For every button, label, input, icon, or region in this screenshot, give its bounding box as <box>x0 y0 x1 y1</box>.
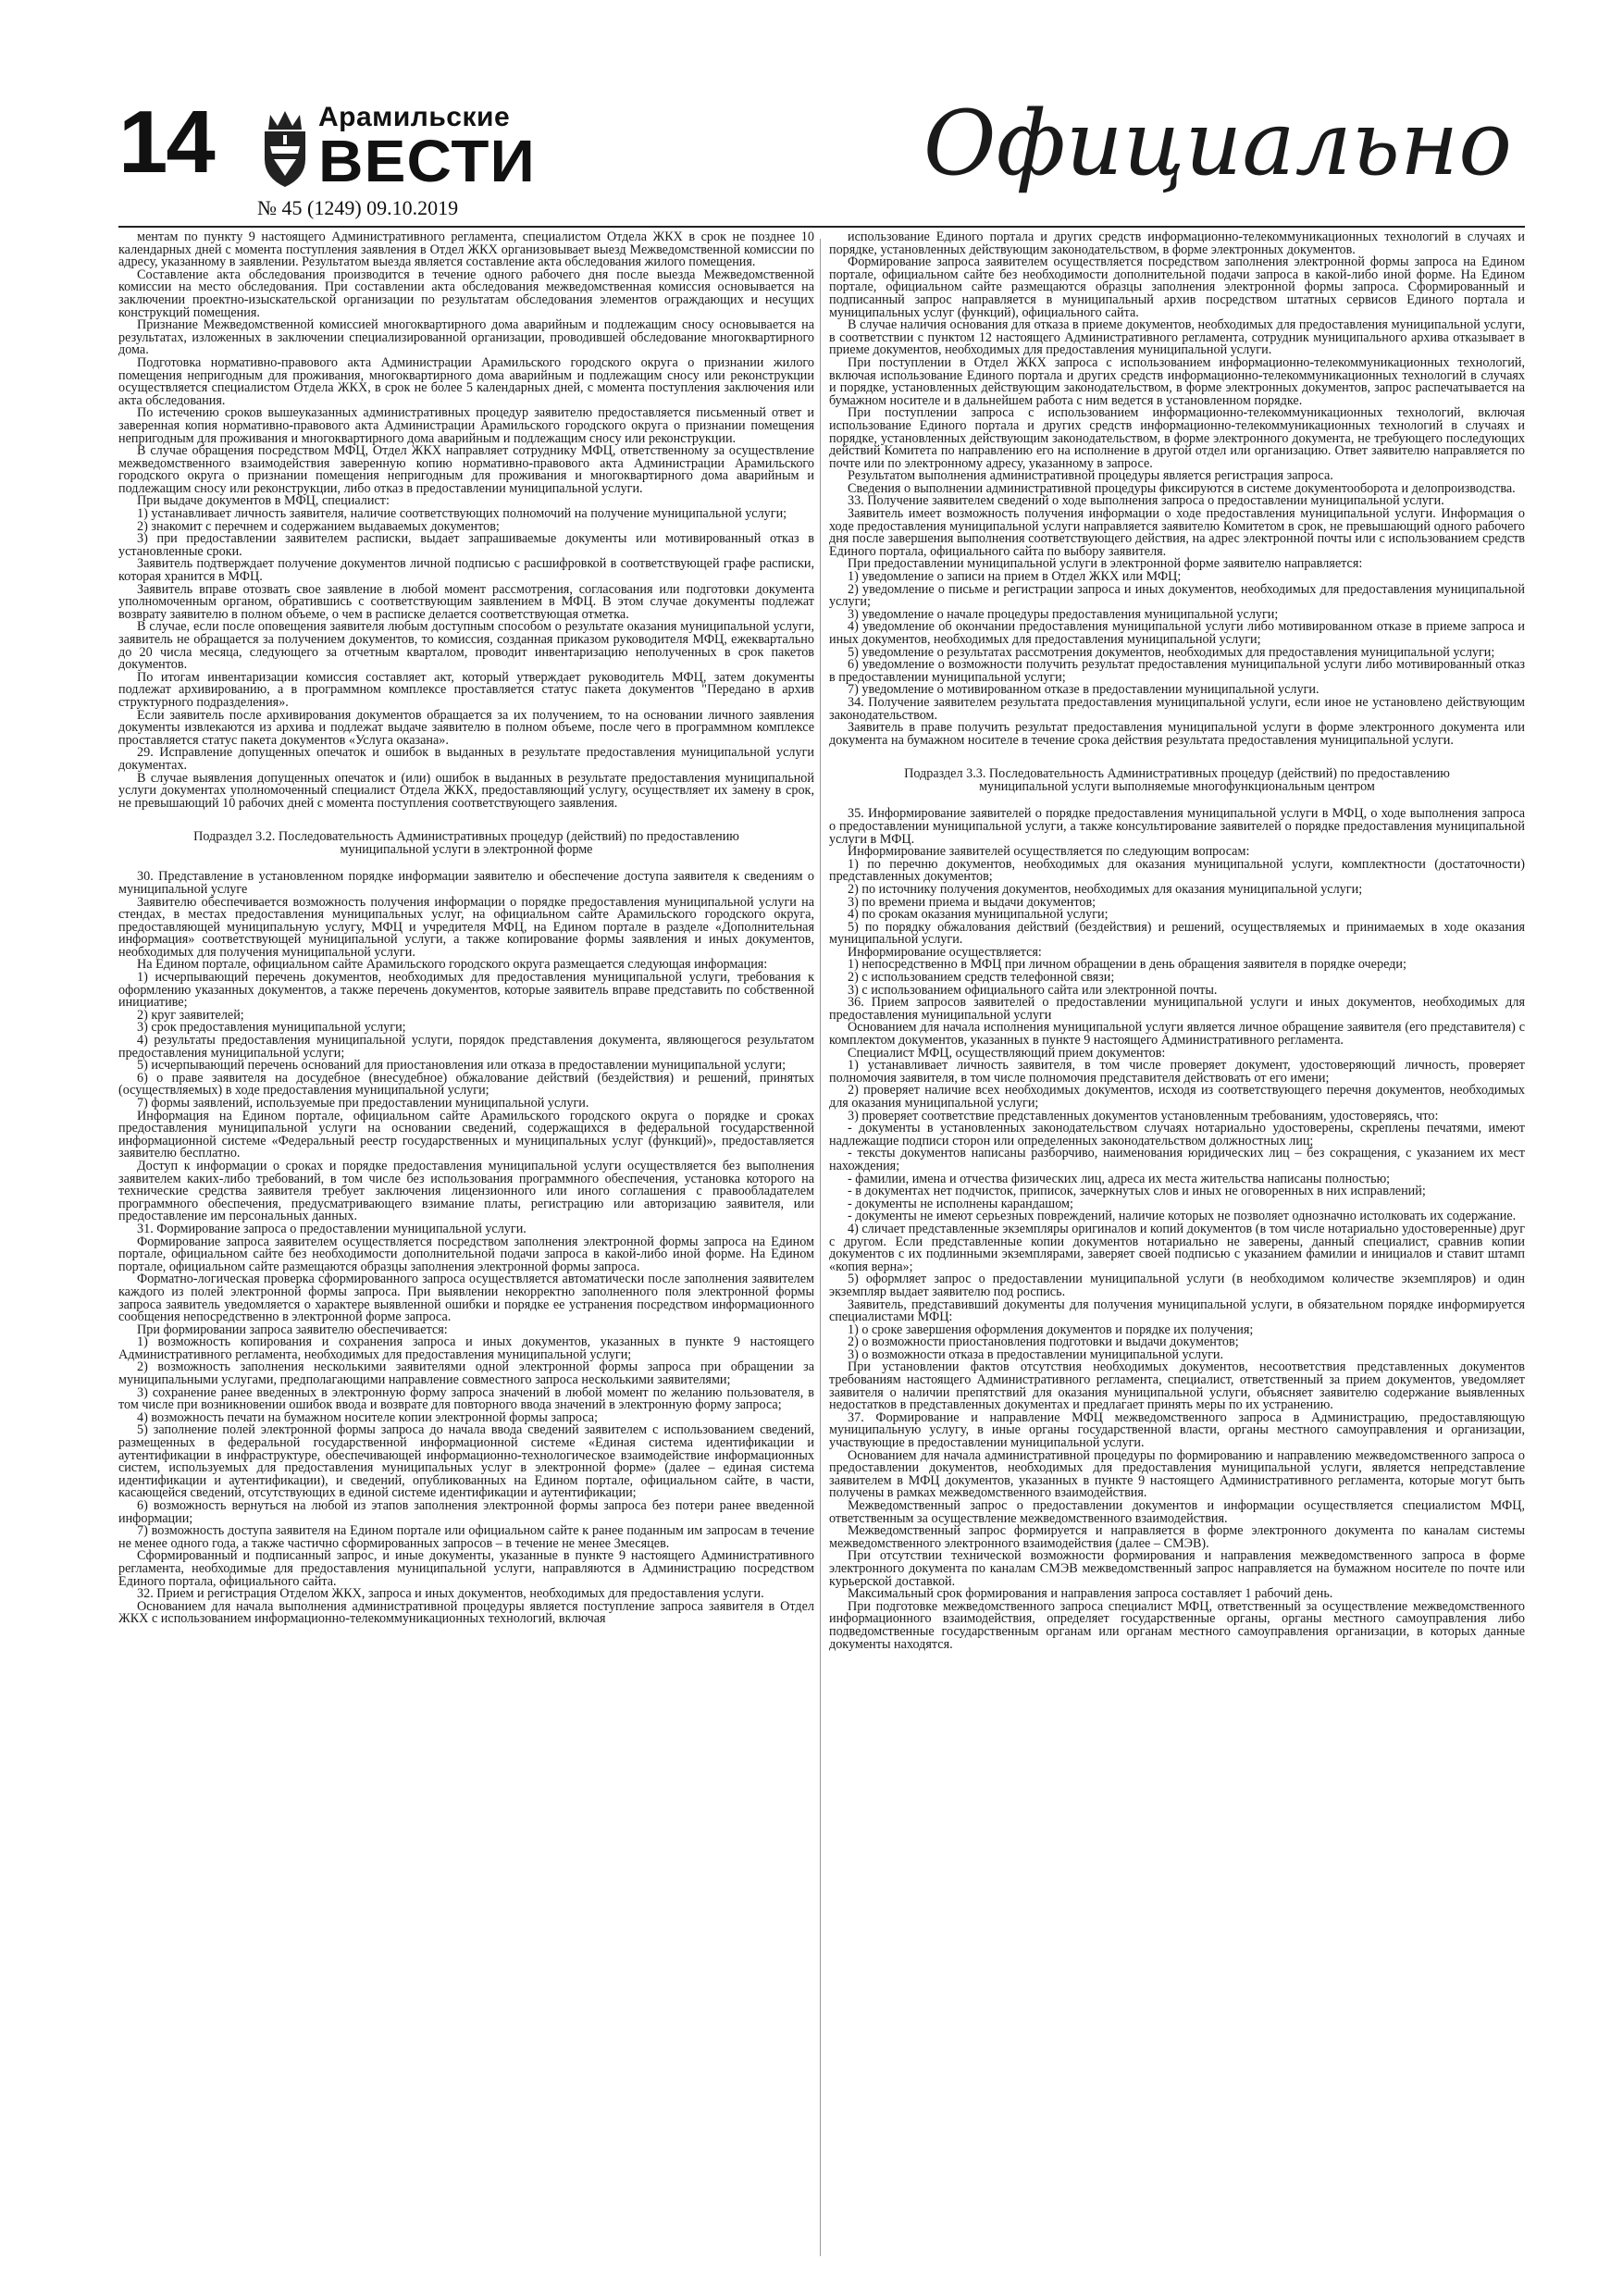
paragraph: 6) о праве заявителя на досудебное (внесудебное) обжалование действий (бездействия) и решений, принятых (осуществляемых) в ходе предоставления муниципальной услуги; <box>118 1070 814 1098</box>
paragraph: Заявитель имеет возможность получения информации о ходе предоставления муниципальной услуги. Информация о ходе предоставления муниципальной услуги направляется заявителю Комитетом в срок, не превышающий одного рабочего дня после завершения выполнения соответствующего действия, на адрес электронной почты или с использованием средств Единого портала, официального сайта по выбору заявителя. <box>829 506 1525 559</box>
brand-name-top: Арамильские <box>318 102 511 132</box>
paragraph: При подготовке межведомственного запроса специалист МФЦ, ответственный за осуществление межведомственного информационного взаимодействия, определяет государственные органы, органы местного самоуправления либо подведомственные государственным органам или органам местного самоуправления организации, в которых данные документы находятся. <box>829 1598 1525 1652</box>
paragraph: По истечению сроков вышеуказанных административных процедур заявителю предоставляется письменный ответ и заверенная копия нормативно-правового акта Администрации Арамильского городского округа о признании помещения непригодным для проживания и многоквартирного дома аварийным и подлежащим сносу или реконструкции. <box>118 405 814 446</box>
paragraph: 31. Формирование запроса о предоставлении муниципальной услуги. <box>137 1221 527 1236</box>
paragraph: ментам по пункту 9 настоящего Административного регламента, специалистом Отдела ЖКХ в срок не позднее 10 календарных дней с момента поступления заявления в Отдел ЖКХ организовывает выезд Межведомственной комиссии по адресу, указанному в заявлении. Результатом выезда является составление акта обследования жилого помещения. <box>118 231 814 270</box>
paragraph: - документы в установленных законодательством случаях нотариально удостоверены, скреплены печатями, имеют надлежащие подписи сторон или определенных законодательством должностных лиц; <box>829 1121 1525 1148</box>
paragraph: 2) с использованием средств телефонной связи; <box>848 970 1115 986</box>
article-column-right <box>829 231 1525 2267</box>
paragraph: При поступлении в Отдел ЖКХ запроса с использованием информационно-телекоммуникационных технологий, включая использование Единого портала и других средств информационно-телекоммуникационных технологий в случаях и порядке, установленных действующим законодательством, в форме электронных документов, запрос распечатывается на бумажном носителе и в дальнейшем работа с ним ведется в установленном порядке. <box>829 354 1525 408</box>
paragraph: Межведомственный запрос формируется и направляется в форме электронного документа по каналам системы межведомственного электронного взаимодействия (далее – СМЭВ). <box>829 1523 1525 1551</box>
paragraph: 1) устанавливает личность заявителя, в том числе проверяет документ, удостоверяющий личность, проверяет полномочия заявителя, в том числе полномочия представителя действовать от его имени; <box>829 1058 1525 1086</box>
paragraph: 3) проверяет соответствие представленных документов установленным требованиям, удостоверяясь, что: <box>848 1108 1439 1123</box>
paragraph: Основанием для начала исполнения муниципальной услуги является личное обращение заявителя (его представителя) с комплектом документов, указанных в пункте 9 настоящего Административного регламента. <box>829 1020 1525 1049</box>
section-title: Официально <box>923 92 1512 195</box>
paragraph: В случае, если после оповещения заявителя любым доступным способом о результате оказания муниципальной услуги, заявитель не обращается за получением документов, то комиссия, созданная приказом руководителя МФЦ, ежеквартально до 20 числа месяца, следующего за отчетным кварталом, проводит инвентаризацию неполученных в срок пакетов документов. <box>118 619 814 673</box>
paragraph: Форматно-логическая проверка сформированного запроса осуществляется автоматически после заполнения заявителем каждого из полей электронной формы запроса. При выявлении некорректно заполненного поля электронной формы запроса заявитель уведомляется о характере выявленной ошибки и порядке ее устранения посредством информационного сообщения непосредственно в электронной форме запроса. <box>118 1272 814 1325</box>
paragraph: Максимальный срок формирования и направления запроса составляет 1 рабочий день. <box>848 1586 1333 1602</box>
paragraph: Сведения о выполнении административной процедуры фиксируются в системе документооборота и делопроизводства. <box>848 480 1516 496</box>
paragraph: При выдаче документов в МФЦ, специалист: <box>137 493 390 509</box>
paragraph: 37. Формирование и направление МФЦ межведомственного запроса в Администрацию, предоставляющую муниципальную услугу, в иные органы государственной власти, органы местного самоуправления и организации, участвующие в предоставлении муниципальной услуги. <box>829 1409 1525 1451</box>
paragraph: 36. Прием запросов заявителей о предоставлении муниципальной услуги и иных документов, необходимых для предоставления муниципальной услуги <box>829 995 1525 1023</box>
paragraph: 29. Исправление допущенных опечаток и ошибок в выданных в результате предоставления муниципальной услуги документах. <box>118 745 814 773</box>
paragraph: В случае обращения посредством МФЦ, Отдел ЖКХ направляет сотруднику МФЦ, ответственному за осуществление межведомственного взаимодействия заверенную копию нормативно-правового акта Администрации Арамильского городского округа о признании помещения непригодным для проживания и многоквартирного дома аварийным и подлежащим сносу или реконструкции, либо отказ в предоставлении муниципальной услуги. <box>118 443 814 496</box>
paragraph: 6) уведомление о возможности получить результат предоставления муниципальной услуги либо мотивированный отказ в предоставлении муниципальной услуги; <box>829 657 1525 685</box>
paragraph: 4) возможность печати на бумажном носителе копии электронной формы запроса; <box>137 1409 599 1425</box>
masthead <box>118 93 1525 231</box>
paragraph: 5) исчерпывающий перечень оснований для приостановления или отказа в предоставлении муниципальной услуги; <box>137 1058 787 1074</box>
paragraph: 30. Представление в установленном порядке информации заявителю и обеспечение доступа заявителя к сведениям о муниципальной услуге <box>118 869 814 897</box>
coat-of-arms-icon <box>257 105 313 189</box>
subsection-heading: Подраздел 3.3. Последовательность Административных процедур (действий) по предоставлению муниципальной услуги выполняемые многофункциональным центром <box>904 766 1450 795</box>
paragraph: 2) проверяет наличие всех необходимых документов, исходя из соответствующего перечня документов, необходимых для оказания муниципальной услуги; <box>829 1083 1525 1111</box>
paragraph: Межведомственный запрос о предоставлении документов и информации осуществляется специалистом МФЦ, ответственным за осуществление межведомственного взаимодействия. <box>829 1498 1525 1526</box>
paragraph: - тексты документов написаны разборчиво, наименования юридических лиц – без сокращения, с указанием их мест нахождения; <box>829 1146 1525 1173</box>
issue-number-date: № 45 (1249) 09.10.2019 <box>257 196 459 219</box>
paragraph: 2) о возможности приостановления подготовки и выдачи документов; <box>848 1334 1239 1350</box>
paragraph: Основанием для начала выполнения административной процедуры является поступление запроса заявителя в Отдел ЖКХ с использованием информационно-телекоммуникационных технологий, включая <box>118 1598 814 1627</box>
paragraph: Информирование осуществляется: <box>848 944 1042 960</box>
paragraph: 7) формы заявлений, используемые при предоставлении муниципальной услуги. <box>137 1096 589 1111</box>
paragraph: При предоставлении муниципальной услуги в электронной форме заявителю направляется: <box>848 556 1363 572</box>
paragraph: 3) уведомление о начале процедуры предоставления муниципальной услуги; <box>848 606 1279 622</box>
paragraph: При поступлении запроса с использованием информационно-телекоммуникационных технологий, включая использование Единого портала и других средств информационно-телекоммуникационных технологий в случаях и порядке, установленных действующим законодательством, в форме электронного документа, не требующего последующих действий Комитета по направлению его на исполнение в другой отдел или организацию. Ответ заявителю направляется по почте или по электронному адресу, указанному в запросе. <box>829 405 1525 471</box>
page-number: 14 <box>118 93 214 192</box>
paragraph: 1) по перечню документов, необходимых для оказания муниципальной услуги, комплектности (достаточности) представленных документов; <box>829 856 1525 885</box>
paragraph: 5) уведомление о результатах рассмотрения документов, необходимых для предоставления муниципальной услуги; <box>848 644 1495 660</box>
paragraph: 2) уведомление о письме и регистрации запроса и иных документов, необходимых для предоставления муниципальной услуги; <box>829 581 1525 610</box>
paragraph: Заявитель, представивший документы для получения муниципальной услуги, в обязательном порядке информируется специалистами МФЦ: <box>829 1297 1525 1325</box>
paragraph: В случае выявления допущенных опечаток и (или) ошибок в выданных в результате предоставления муниципальной услуги документах уполномоченный специалист Отдела ЖКХ, предоставляющий услугу, осуществляет их замену в срок, не превышающий 10 рабочих дней с момента поступления соответствующего заявления. <box>118 770 814 811</box>
paragraph: 4) уведомление об окончании предоставления муниципальной услуги либо мотивированном отказе в приеме запроса и иных документов, необходимых для предоставления муниципальной услуги; <box>829 619 1525 647</box>
paragraph: В случае наличия основания для отказа в приеме документов, необходимых для предоставления муниципальной услуги, в соответствии с пунктом 12 настоящего Административного регламента, сотрудник муниципального архива отказывает в приеме документов, необходимых для предоставления муниципальной услуги. <box>829 317 1525 358</box>
paragraph: 4) по срокам оказания муниципальной услуги; <box>848 907 1109 923</box>
paragraph: 7) уведомление о мотивированном отказе в предоставлении муниципальной услуги. <box>848 682 1319 698</box>
paragraph: 1) исчерпывающий перечень документов, необходимых для предоставления муниципальной услуги, требования к оформлению указанных документов, а также перечень документов, которые заявитель вправе представить по собственной инициативе; <box>118 970 814 1011</box>
subsection-heading: Подраздел 3.2. Последовательность Административных процедур (действий) по предоставлению муниципальной услуги в электронной форме <box>193 829 739 858</box>
paragraph: 1) возможность копирования и сохранения запроса и иных документов, указанных в пункте 9 настоящего Административного регламента, необходимых для предоставления муниципальной услуги; <box>118 1334 814 1362</box>
column-divider <box>820 239 821 2256</box>
paragraph: На Едином портале, официальном сайте Арамильского городского округа размещается следующая информация: <box>137 957 768 973</box>
paragraph: 32. Прием и регистрация Отделом ЖКХ, запроса и иных документов, необходимых для предоставления услуги. <box>137 1586 764 1602</box>
paragraph: 34. Получение заявителем результата предоставления муниципальной услуги, если иное не установлено действующим законодательством. <box>829 694 1525 723</box>
paragraph: Основанием для начала административной процедуры по формированию и направлению межведомственного запроса о предоставлении документов, необходимых для предоставления муниципальной услуги, является непредставление заявителем в МФЦ документов, указанных в пункте 9 настоящего Административного регламента, которые могут быть получены в рамках межведомственного взаимодействия. <box>829 1447 1525 1501</box>
paragraph: 3) по времени приема и выдачи документов; <box>848 894 1096 910</box>
paragraph: 2) знакомит с перечнем и содержанием выдаваемых документов; <box>137 518 500 534</box>
paragraph: По итогам инвентаризации комиссия составляет акт, который утверждает руководитель МФЦ, затем документы подлежат архивированию, а в программном комплексе проставляется статус пакета документов "Передано в архив структурного подразделения». <box>118 669 814 710</box>
newspaper-logo <box>257 102 609 204</box>
paragraph: 7) возможность доступа заявителя на Едином портале или официальном сайте к ранее поданным им запросам в течение не менее одного года, а также частично сформированных запросов – в течение не менее 3месяцев. <box>118 1523 814 1551</box>
paragraph: 6) возможность вернуться на любой из этапов заполнения электронной формы запроса без потери ранее введенной информации; <box>118 1498 814 1526</box>
paragraph: использование Единого портала и других средств информационно-телекоммуникационных технологий в случаях и порядке, установленных действующим законодательством, в форме электронных документов. <box>829 231 1525 257</box>
paragraph: 4) результаты предоставления муниципальной услуги, порядок представления документа, являющегося результатом предоставления муниципальной услуги; <box>118 1033 814 1061</box>
paragraph: 1) уведомление о записи на прием в Отдел ЖКХ или МФЦ; <box>848 569 1182 585</box>
paragraph: 5) заполнение полей электронной формы запроса до начала ввода сведений заявителем с использованием сведений, размещенных в федеральной государственной информационной системе «Единая система идентификации и аутентификации в инфраструктуре, обеспечивающей информационно-технологическое взаимодействие информационных систем, используемых для предоставления муниципальных услуг в электронной форме» (далее – единая система идентификации и аутентификации), и сведений, опубликованных на Едином портале, официальном сайте, в части, касающейся сведений, отсутствующих в единой системе идентификации и аутентификации; <box>118 1422 814 1501</box>
paragraph: 5) оформляет запрос о предоставлении муниципальной услуги (в необходимом количестве экземпляров) и один экземпляр выдает заявителю под роспись. <box>829 1272 1525 1299</box>
paragraph: При отсутствии технической возможности формирования и направления межведомственного запроса в форме электронного документа по каналам СМЭВ межведомственный запрос направляется на бумажном носителе по почте или курьерской доставкой. <box>829 1548 1525 1589</box>
brand-name-main: ВЕСТИ <box>318 128 536 194</box>
paragraph: 3) сохранение ранее введенных в электронную форму запроса значений в любой момент по желанию пользователя, в том числе при возникновении ошибок ввода и возврате для повторного ввода значений в электронную форму запроса; <box>118 1384 814 1413</box>
paragraph: Формирование запроса заявителем осуществляется посредством заполнения электронной формы запроса на Едином портале, официальном сайте без необходимости дополнительной подачи запроса в какой-либо иной форме. На Едином портале, официальном сайте размещаются образцы заполнения электронной формы запроса. Сформированный и подписанный запрос направляется в муниципальный архив посредством штатных сервисов Единого портала и муниципальных услуг (функций), официального сайта. <box>829 254 1525 320</box>
paragraph: Признание Межведомственной комиссией многоквартирного дома аварийным и подлежащим сносу основывается на результатах, изложенных в заключении специализированной организации, проводившей обследование многоквартирного дома. <box>118 317 814 358</box>
article-column-left <box>118 231 814 2267</box>
header-divider <box>118 226 1525 228</box>
paragraph: Специалист МФЦ, осуществляющий прием документов: <box>848 1045 1166 1061</box>
paragraph: 33. Получение заявителем сведений о ходе выполнения запроса о предоставлении муниципальной услуги. <box>848 493 1444 509</box>
paragraph: Формирование запроса заявителем осуществляется посредством заполнения электронной формы запроса на Едином портале, официальном сайте без необходимости дополнительной подачи запроса в какой-либо иной форме. На Едином портале, официальном сайте размещаются образцы заполнения электронной формы запроса. <box>118 1234 814 1274</box>
paragraph: Результатом выполнения административной процедуры является регистрация запроса. <box>848 468 1333 484</box>
paragraph: 3) о возможности отказа в предоставлении муниципальной услуги. <box>848 1347 1224 1362</box>
paragraph: - документы не исполнены карандашом; <box>848 1196 1073 1211</box>
paragraph: - в документах нет подчисток, приписок, зачеркнутых слов и иных не оговоренных в них исправлений; <box>848 1184 1426 1199</box>
paragraph: 1) устанавливает личность заявителя, наличие соответствующих полномочий на получение муниципальной услуги; <box>137 506 787 522</box>
paragraph: 2) по источнику получения документов, необходимых для оказания муниципальной услуги; <box>848 881 1363 897</box>
paragraph: Заявитель подтверждает получение документов личной подписью с расшифровкой в соответствующей графе расписки, которая хранится в МФЦ. <box>118 556 814 585</box>
paragraph: 1) о сроке завершения оформления документов и порядке их получения; <box>848 1322 1254 1337</box>
paragraph: При формировании запроса заявителю обеспечивается: <box>137 1322 448 1337</box>
paragraph: Если заявитель после архивирования документов обращается за их получением, то на основании личного заявления документы извлекаются из архива и подлежат выдаче заявителю в полном объеме, после чего в программном комплексе проставляется статус пакета документов «Услуга оказана». <box>118 707 814 748</box>
paragraph: Заявителю обеспечивается возможность получения информации о порядке предоставления муниципальной услуги на стендах, в местах предоставления муниципальных услуг, на официальном сайте Арамильского городского округа, предоставляющей муниципальную услугу, МФЦ и учредителя МФЦ, на Едином портале в разделе «Дополнительная информация» соответствующей муниципальной услуги, а также копирование формы заявления и иных документов, необходимых для получения муниципальной услуги. <box>118 894 814 960</box>
paragraph: Информирование заявителей осуществляется по следующим вопросам: <box>848 844 1250 860</box>
paragraph: Сформированный и подписанный запрос, и иные документы, указанные в пункте 9 настоящего Административного регламента, необходимые для предоставления муниципальной услуги, направляются в Администрацию посредством Единого портала, официального сайта. <box>118 1548 814 1589</box>
paragraph: 3) с использованием официального сайта или электронной почты. <box>848 982 1218 998</box>
paragraph: 35. Информирование заявителей о порядке предоставления муниципальной услуги в МФЦ, о ходе выполнения запроса о предоставлении муниципальной услуги, а также консультирование заявителей о порядке предоставления муниципальной услуги в МФЦ. <box>829 806 1525 847</box>
paragraph: 2) возможность заполнения несколькими заявителями одной электронной формы запроса при обращении за муниципальными услугами, предполагающими направление совместного запроса несколькими заявителями; <box>118 1359 814 1388</box>
paragraph: - фамилии, имена и отчества физических лиц, адреса их места жительства написаны полностью; <box>848 1171 1391 1186</box>
paragraph: Информация на Едином портале, официальном сайте Арамильского городского округа о порядке и сроках предоставления муниципальной услуги на основании сведений, содержащихся в федеральной государственной информационной системе «Федеральный реестр государственных и муниципальных услуг (функций)», предоставляется заявителю бесплатно. <box>118 1108 814 1161</box>
paragraph: - документы не имеют серьезных повреждений, наличие которых не позволяет однозначно истолковать их содержание. <box>848 1209 1517 1224</box>
paragraph: При установлении фактов отсутствия необходимых документов, несоответствия представленных документов требованиям настоящего Административного регламента, специалист, ответственный за прием документов, уведомляет заявителя о наличии препятствий для оказания муниципальной услуги, объясняет заявителю содержание выявленных недостатков в представленных документах и предлагает принять меры по их устранению. <box>829 1359 1525 1413</box>
paragraph: Составление акта обследования производится в течение одного рабочего дня после выезда Межведомственной комиссии на место обследования. При составлении акта обследования межведомственная комиссия основывается на заключении проектно-изыскательской организации по результатам обследования элементов ограждающих и несущих конструкций помещения. <box>118 267 814 320</box>
paragraph: Заявитель вправе отозвать свое заявление в любой момент рассмотрения, согласования или подготовки документа уполномоченным органом, обратившись с соответствующим заявлением в МФЦ. В этом случае документы подлежат возврату заявителю в полном объеме, о чем в расписке делается соответствующая отметка. <box>118 581 814 622</box>
paragraph: 1) непосредственно в МФЦ при личном обращении в день обращения заявителя в порядке очереди; <box>848 957 1406 973</box>
paragraph: 4) сличает представленные экземпляры оригиналов и копий документов (в том числе нотариально удостоверенные) друг с другом. Если представленные копии документов нотариально не заверены, данный специалист, сравнив копии документов с их подлинными экземплярами, заверяет своей подписью с указанием фамилии и инициалов и ставит штамп «копия верна»; <box>829 1221 1525 1274</box>
paragraph: 5) по порядку обжалования действий (бездействия) и решений, осуществляемых и принимаемых в ходе оказания муниципальной услуги. <box>829 919 1525 948</box>
paragraph: 2) круг заявителей; <box>137 1007 244 1023</box>
paragraph: Доступ к информации о сроках и порядке предоставления муниципальной услуги осуществляется без выполнения заявителем каких-либо требований, в том числе без использования программного обеспечения, установка которого на технические средства заявителя требует заключения лицензионного или иного соглашения с правообладателем программного обеспечения, предусматривающего взимание платы, регистрацию или авторизацию заявителя, или предоставление им персональных данных. <box>118 1158 814 1224</box>
paragraph: Подготовка нормативно-правового акта Администрации Арамильского городского округа о признании жилого помещения непригодным для проживания, многоквартирного дома аварийным и подлежащим сносу или реконструкции осуществляется специалистом Отдела ЖКХ, в срок не более 5 календарных дней, с момента поступления заключения или акта обследования. <box>118 354 814 408</box>
paragraph: Заявитель в праве получить результат предоставления муниципальной услуги в форме электронного документа или документа на бумажном носителе в течение срока действия результата предоставления муниципальной услуги. <box>829 720 1525 748</box>
paragraph: 3) срок предоставления муниципальной услуги; <box>137 1020 406 1036</box>
paragraph: 3) при предоставлении заявителем расписки, выдает запрашиваемые документы или мотивированный отказ в установленные сроки. <box>118 531 814 559</box>
